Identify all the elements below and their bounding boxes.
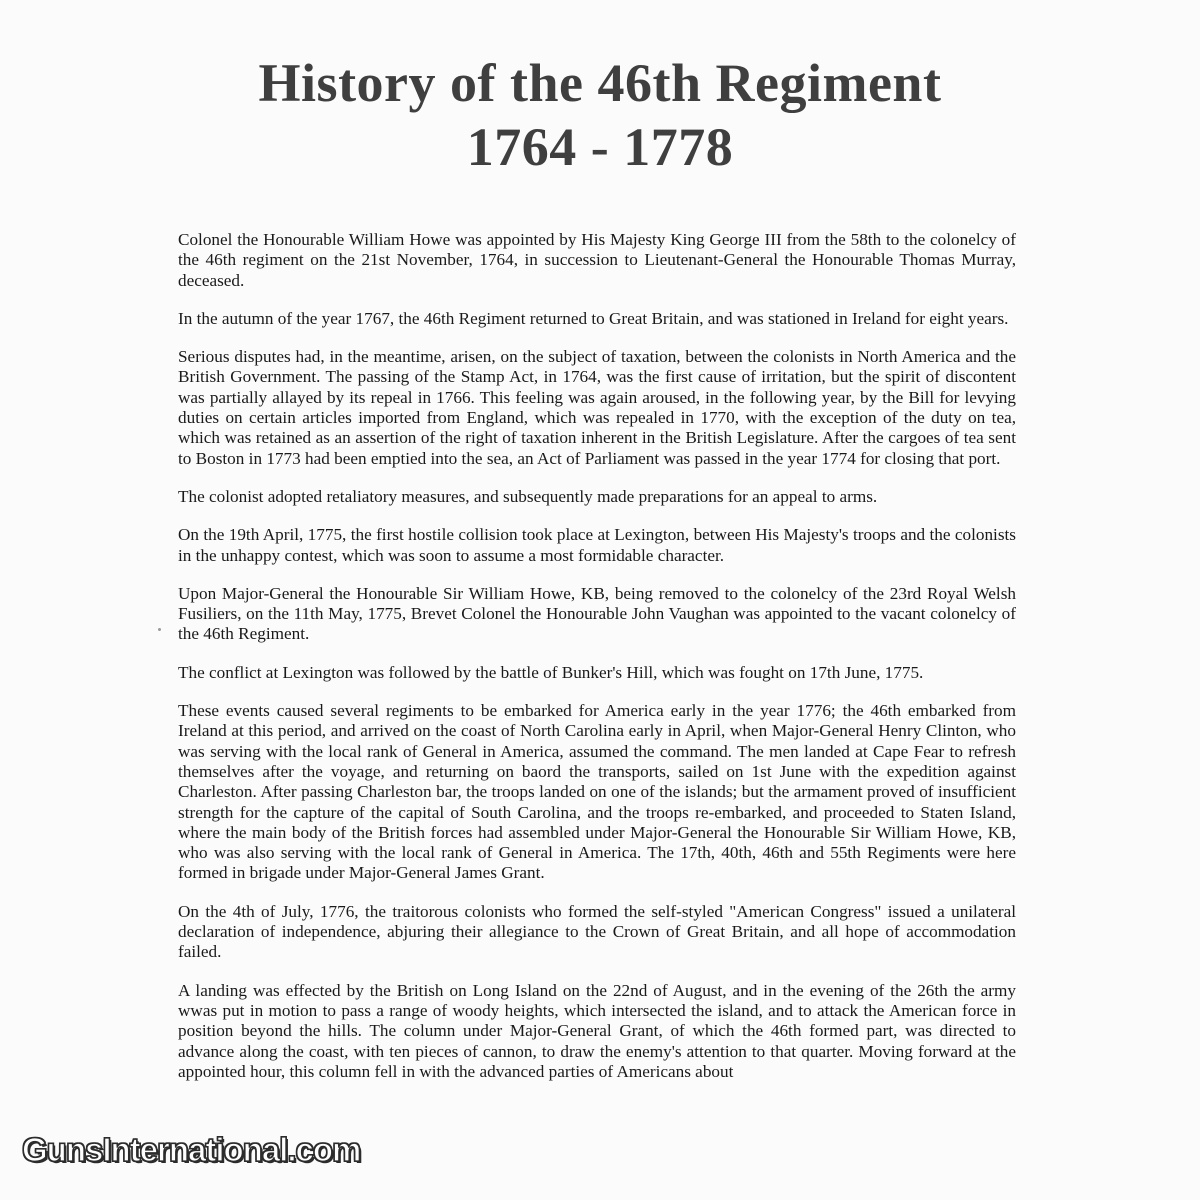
paragraph: Serious disputes had, in the meantime, arisen, on the subject of taxation, between the colonists in North America and the British Government. The passing of the Stamp Act, in 1764, was the first cause of irritation, but the spirit of discontent was partially allayed by its repeal in 1766. This feeling was again aroused, in the following year, by the Bill for levying duties on certain articles imported from England, which was repealed in 1770, with the exception of the duty on tea, which was retained as an assertion of the right of taxation inherent in the British Legislature. After the cargoes of tea sent to Boston in 1773 had been emptied into the sea, an Act of Parliament was passed in the year 1774 for closing that port. — [178, 347, 1016, 468]
paragraph: The colonist adopted retaliatory measures, and subsequently made preparations for an appeal to arms. — [178, 486, 878, 506]
scan-speck — [158, 628, 161, 631]
paragraph: A landing was effected by the British on Long Island on the 22nd of August, and in the evening of the 26th the army wwas put in motion to pass a range of woody heights, which intersected the island, and to attack the American force in position beyond the hills. The column under Major-General Grant, of which the 46th formed part, was directed to advance along the coast, with ten pieces of cannon, to draw the enemy's attention to that quarter. Moving forward at the appointed hour, this column fell in with the advanced parties of Americans about — [178, 980, 1016, 1081]
watermark-logo: GunsInternational.com — [22, 1131, 361, 1168]
paragraph: On the 19th April, 1775, the first hostile collision took place at Lexington, between His Majesty's troops and the colonists in the unhappy contest, which was soon to assume a most formidable character. — [178, 525, 1016, 565]
paragraph: The conflict at Lexington was followed by the battle of Bunker's Hill, which was fought on 17th June, 1775. — [178, 662, 924, 682]
paragraph: Colonel the Honourable William Howe was appointed by His Majesty King George III from the 58th to the colonelcy of the 46th regiment on the 21st November, 1764, in succession to Lieutenant-General the Honourable Thomas Murray, deceased. — [178, 230, 1016, 290]
document-body — [178, 230, 1016, 1100]
paragraph: On the 4th of July, 1776, the traitorous colonists who formed the self-styled "American Congress" issued a unilateral declaration of independence, abjuring their allegiance to the Crown of Great Britain, and all hope of accommodation failed. — [178, 901, 1016, 962]
document-title: History of the 46th Regiment — [258, 53, 942, 113]
paragraph: These events caused several regiments to be embarked for America early in the year 1776; the 46th embarked from Ireland at this period, and arrived on the coast of North Carolina early in April, when Major-General Henry Clinton, who was serving with the local rank of General in America, assumed the command. The men landed at Cape Fear to refresh themselves after the voyage, and returning on baord the transports, sailed on 1st June with the expedition against Charleston. After passing Charleston bar, the troops landed on one of the islands; but the armament proved of insufficient strength for the capture of the capital of South Carolina, and the troops re-embarked, and proceeded to Staten Island, where the main body of the British forces had assembled under Major-General the Honourable Sir William Howe, KB, who was also serving with the local rank of General in America. The 17th, 40th, 46th and 55th Regiments were here formed in brigade under Major-General James Grant. — [178, 701, 1016, 883]
paragraph: Upon Major-General the Honourable Sir William Howe, KB, being removed to the colonelcy of the 23rd Royal Welsh Fusiliers, on the 11th May, 1775, Brevet Colonel the Honourable John Vaughan was appointed to the vacant colonelcy of the 46th Regiment. — [178, 583, 1016, 644]
document-date-range: 1764 - 1778 — [466, 117, 734, 177]
paragraph: In the autumn of the year 1767, the 46th Regiment returned to Great Britain, and was stationed in Ireland for eight years. — [178, 308, 1009, 328]
